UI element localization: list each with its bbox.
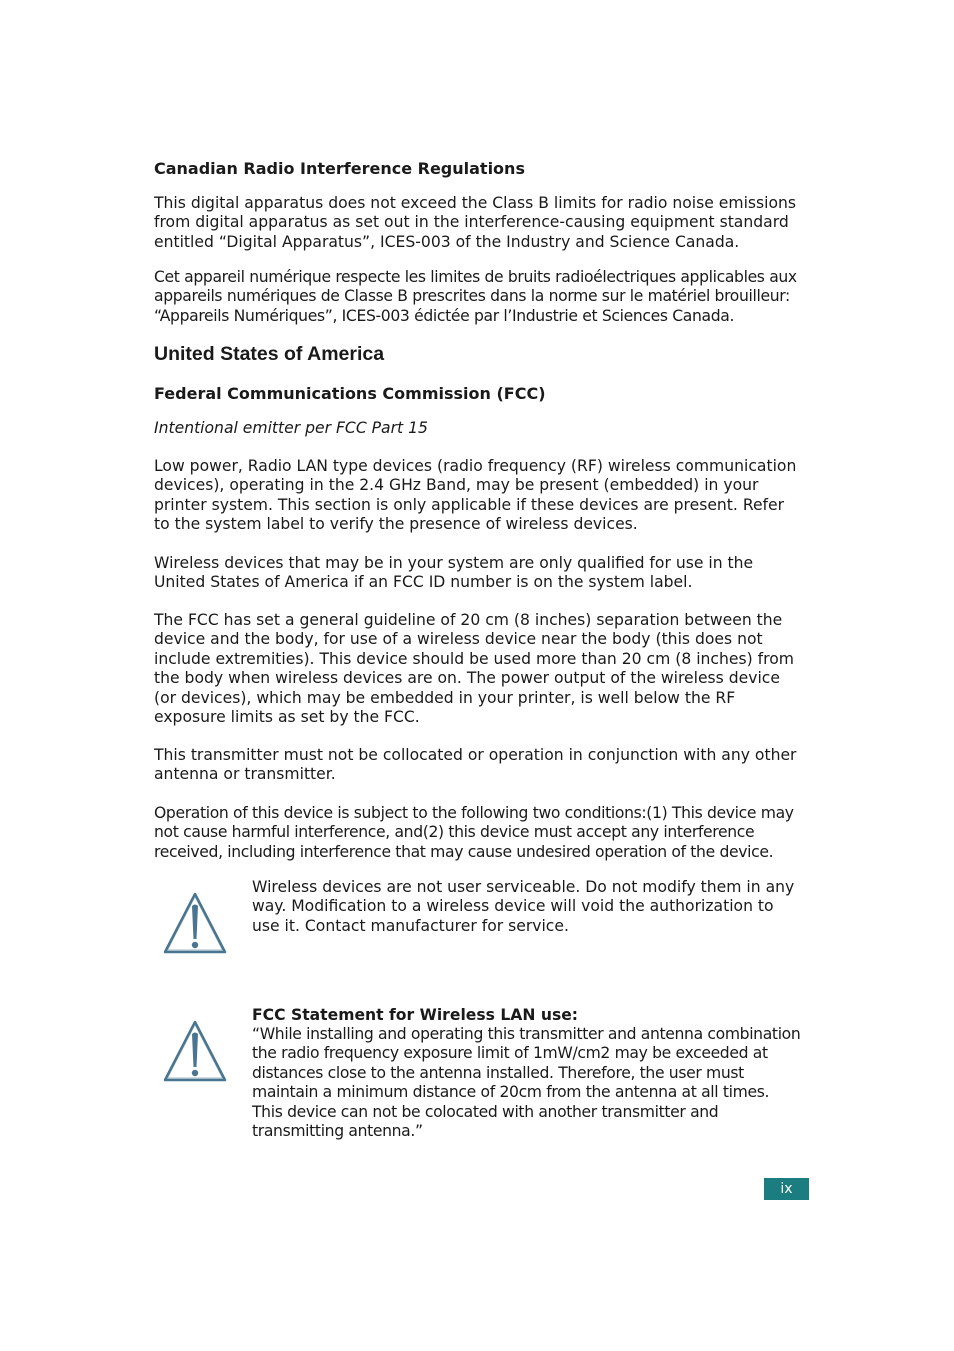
fcc-paragraph-1: Low power, Radio LAN type devices (radio frequency (RF) wireless communication devices), operating in the 2.4 GHz Band, may be present (embedded) in your printer system. This section is only applicable if these devices are present. Refer to the system label to verify the presence of wireless devices. [154, 457, 797, 534]
note-text: Wireless devices are not user serviceable. Do not modify them in any way. Modification to a wireless device will void the authorization to use it. Contact manufacturer for service. [252, 878, 795, 935]
warning-icon [162, 1018, 228, 1084]
canada-paragraph-en: This digital apparatus does not exceed the Class B limits for radio noise emissions from digital apparatus as set out in the interference-causing equipment standard entitled “Digital Apparatus”, ICES-003 of the Industry and Science Canada. [154, 194, 797, 251]
page-number: ix [764, 1178, 809, 1200]
fcc-heading: Federal Communications Commission (FCC) [154, 384, 546, 403]
fcc-paragraph-3: The FCC has set a general guideline of 20 cm (8 inches) separation between the device and the body, for use of a wireless device near the body (this does not include extremities). This device should be used more than 20 cm (8 inches) from the body when wireless devices are on. The power output of the wireless device (or devices), which may be embedded in your printer, is well below the RF exposure limits as set by the FCC. [154, 611, 794, 727]
canada-heading: Canadian Radio Interference Regulations [154, 159, 525, 178]
usa-heading: United States of America [154, 343, 385, 365]
fcc-paragraph-2: Wireless devices that may be in your system are only qualified for use in the United States of America if an FCC ID number is on the system label. [154, 554, 754, 592]
canada-paragraph-fr: Cet appareil numérique respecte les limites de bruits radioélectriques applicables aux appareils numériques de Classe B prescrites dans la norme sur le matériel brouilleur: “Appareils Numériques”, ICES-003 édictée par l’Industrie et Sciences Canada. [154, 268, 797, 325]
note-text: “While installing and operating this transmitter and antenna combination the radio frequency exposure limit of 1mW/cm2 may be exceeded at distances close to the antenna installed. Therefore, the user must maintain a minimum distance of 20cm from the antenna at all times. This device can not be colocated with another transmitter and transmitting antenna.” [252, 1025, 801, 1141]
note-title: FCC Statement for Wireless LAN use: [252, 1006, 579, 1024]
fcc-subtitle: Intentional emitter per FCC Part 15 [154, 419, 428, 437]
fcc-paragraph-4: This transmitter must not be collocated or operation in conjunction with any other antenna or transmitter. [154, 746, 797, 784]
warning-icon [162, 890, 228, 956]
fcc-paragraph-5: Operation of this device is subject to the following two conditions:(1) This device may not cause harmful interference, and(2) this device must accept any interference received, including interference that may cause undesired operation of the device. [154, 804, 794, 861]
